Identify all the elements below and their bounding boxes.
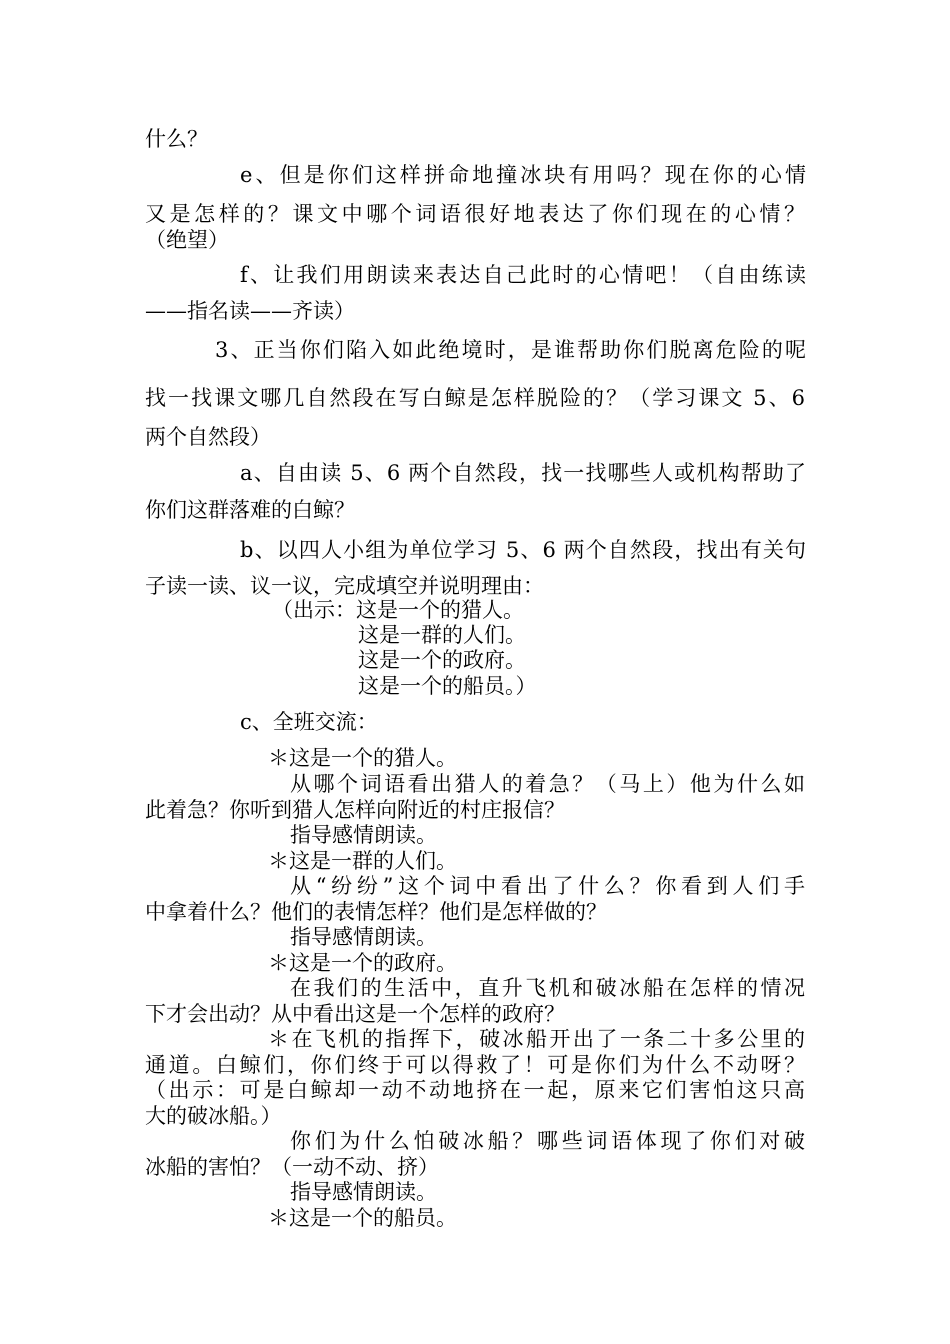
text-line: 中拿着什么？他们的表情怎样？他们是怎样做的？ xyxy=(145,900,607,924)
text-line: ＊这是一群的人们。 xyxy=(268,849,457,873)
text-line: b、以四人小组为单位学习 5、6 两个自然段，找出有关句 xyxy=(240,538,806,562)
text-line: ——指名读——齐读） xyxy=(145,299,355,323)
text-line: 又是怎样的？课文中哪个词语很好地表达了你们现在的心情？ xyxy=(145,202,805,226)
text-line: 下才会出动？从中看出这是一个怎样的政府？ xyxy=(145,1002,565,1026)
text-line: 这是一个的政府。 xyxy=(358,648,526,672)
text-line: 指导感情朗读。 xyxy=(290,925,437,949)
text-line: 这是一群的人们。 xyxy=(358,623,526,647)
text-line: ＊在飞机的指挥下，破冰船开出了一条二十多公里的 xyxy=(268,1027,805,1051)
text-line: 指导感情朗读。 xyxy=(290,1180,437,1204)
text-line: 通道。白鲸们，你们终于可以得救了！可是你们为什么不动呀？ xyxy=(145,1053,805,1077)
text-line: 两个自然段） xyxy=(145,425,271,449)
text-line: e、但是你们这样拼命地撞冰块有用吗？现在你的心情 xyxy=(240,163,806,187)
text-line: 你们这群落难的白鲸？ xyxy=(145,498,355,522)
text-line: 3、正当你们陷入如此绝境时，是谁帮助你们脱离危险的呢 xyxy=(215,338,806,362)
text-line: （出示：这是一个的猎人。 xyxy=(272,598,524,622)
text-line: （绝望） xyxy=(145,228,229,252)
text-line: 从“纷纷”这个词中看出了什么？你看到人们手 xyxy=(290,874,805,898)
text-line: a、自由读 5、6 两个自然段，找一找哪些人或机构帮助了 xyxy=(240,461,806,485)
text-line: 找一找课文哪几自然段在写白鲸是怎样脱险的？（学习课文 5、6 xyxy=(145,386,805,410)
text-line: （出示：可是白鲸却一动不动地挤在一起，原来它们害怕这只高 xyxy=(145,1078,805,1102)
text-line: 子读一读、议一议，完成填空并说明理由： xyxy=(145,574,544,598)
text-line: 在我们的生活中，直升飞机和破冰船在怎样的情况 xyxy=(290,976,805,1000)
text-line: 这是一个的船员。） xyxy=(358,674,537,698)
text-line: 你们为什么怕破冰船？哪些词语体现了你们对破 xyxy=(290,1129,805,1153)
text-line: 指导感情朗读。 xyxy=(290,823,437,847)
text-line: f、让我们用朗读来表达自己此时的心情吧！（自由练读 xyxy=(240,263,806,287)
text-line: 此着急？你听到猎人怎样向附近的村庄报信？ xyxy=(145,798,565,822)
text-line: ＊这是一个的船员。 xyxy=(268,1206,457,1230)
text-line: c、全班交流： xyxy=(240,710,378,734)
text-line: 冰船的害怕？（一动不动、挤） xyxy=(145,1155,439,1179)
text-line: 大的破冰船。） xyxy=(145,1104,282,1128)
text-line: 什么？ xyxy=(145,127,208,151)
text-line: ＊这是一个的猎人。 xyxy=(268,746,457,770)
text-line: 从哪个词语看出猎人的着急？（马上）他为什么如 xyxy=(290,772,805,796)
text-line: ＊这是一个的政府。 xyxy=(268,951,457,975)
